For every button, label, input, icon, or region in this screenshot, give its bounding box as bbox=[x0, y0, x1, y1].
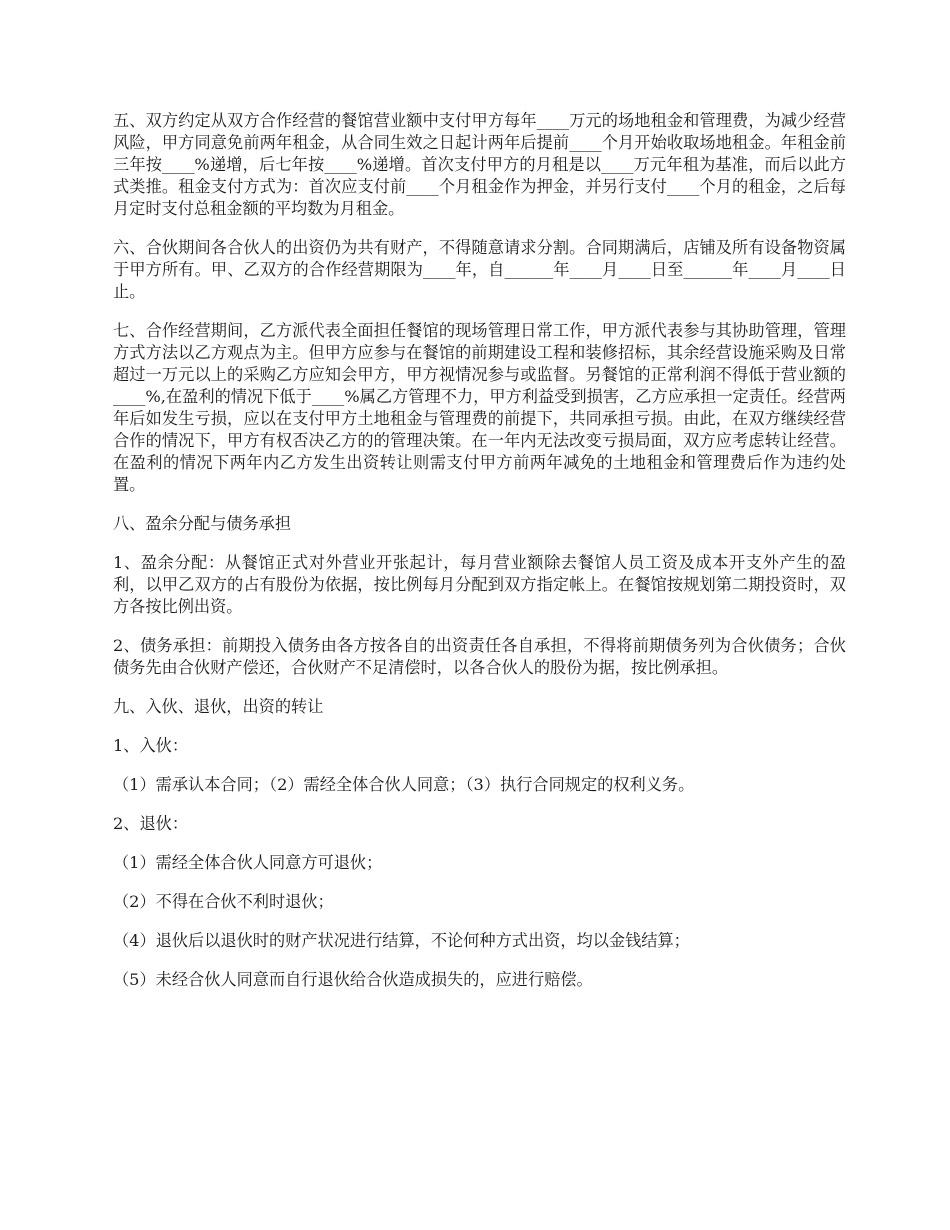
join-conditions: （1）需承认本合同；（2）需经全体合伙人同意；（3）执行合同规定的权利义务。 bbox=[113, 775, 695, 794]
withdraw-condition-4: （4）退伙后以退伙时的财产状况进行结算，不论何种方式出资，均以金钱结算； bbox=[113, 931, 690, 950]
document-page bbox=[113, 110, 846, 1008]
join-subheading: 1、入伙： bbox=[113, 736, 189, 755]
withdraw-condition-1: （1）需经全体合伙人同意方可退伙； bbox=[113, 853, 383, 872]
clause-seven-management: 七、合作经营期间，乙方派代表全面担任餐馆的现场管理日常工作，甲方派代表参与其协助管理，管理方式方法以乙方观点为主。但甲方应参与在餐馆的前期建设工程和装修招标，其余经营设施采购及日常超过一万元以上的采购乙方应知会甲方，甲方视情况参与或监督。另餐馆的正常利润不得低于营业额的____%,在盈利的情况下低于____%属乙方管理不力，甲方利益受到损害，乙方应承担一定责任。经营两年后如发生亏损，应以在支付甲方土地租金与管理费的前提下，共同承担亏损。由此，在双方继续经营合作的情况下，甲方有权否决乙方的的管理决策。在一年内无法改变亏损局面，双方应考虑转让经营。在盈利的情况下两年内乙方发生出资转让则需支付甲方前两年减免的土地租金和管理费后作为违约处置。 bbox=[113, 321, 846, 494]
clause-nine-heading: 九、入伙、退伙，出资的转让 bbox=[113, 697, 324, 716]
clause-five-rent: 五、双方约定从双方合作经营的餐馆营业额中支付甲方每年____万元的场地租金和管理费，为减少经营风险，甲方同意免前两年租金，从合同生效之日起计两年后提前____个月开始收取场地租金。年租金前三年按____%递增，后七年按____%递增。首次支付甲方的月租是以____万元年租为基准，而后以此方式类推。租金支付方式为：首次应支付前____个月租金作为押金，并另行支付____个月的租金，之后每月定时支付总租金额的平均数为月租金。 bbox=[113, 111, 846, 218]
clause-eight-profit-distribution: 1、盈余分配：从餐馆正式对外营业开张起计，每月营业额除去餐馆人员工资及成本开支外产生的盈利，以甲乙双方的占有股份为依据，按比例每月分配到双方指定帐上。在餐馆按规划第二期投资时，双方各按比例出资。 bbox=[113, 553, 846, 616]
clause-eight-debt-bearing: 2、债务承担：前期投入债务由各方按各自的出资责任各自承担，不得将前期债务列为合伙债务；合伙债务先由合伙财产偿还，合伙财产不足清偿时，以各合伙人的股份为据，按比例承担。 bbox=[113, 636, 846, 677]
clause-six-property-term: 六、合伙期间各合伙人的出资仍为共有财产，不得随意请求分割。合同期满后，店铺及所有设备物资属于甲方所有。甲、乙双方的合作经营期限为____年，自______年____月____日至______年____月____日止。 bbox=[113, 238, 846, 301]
withdraw-condition-2: （2）不得在合伙不利时退伙； bbox=[113, 892, 334, 911]
withdraw-subheading: 2、退伙： bbox=[113, 814, 189, 833]
withdraw-condition-5: （5）未经合伙人同意而自行退伙给合伙造成损失的，应进行赔偿。 bbox=[113, 970, 593, 989]
clause-eight-heading: 八、盈余分配与债务承担 bbox=[113, 514, 292, 533]
